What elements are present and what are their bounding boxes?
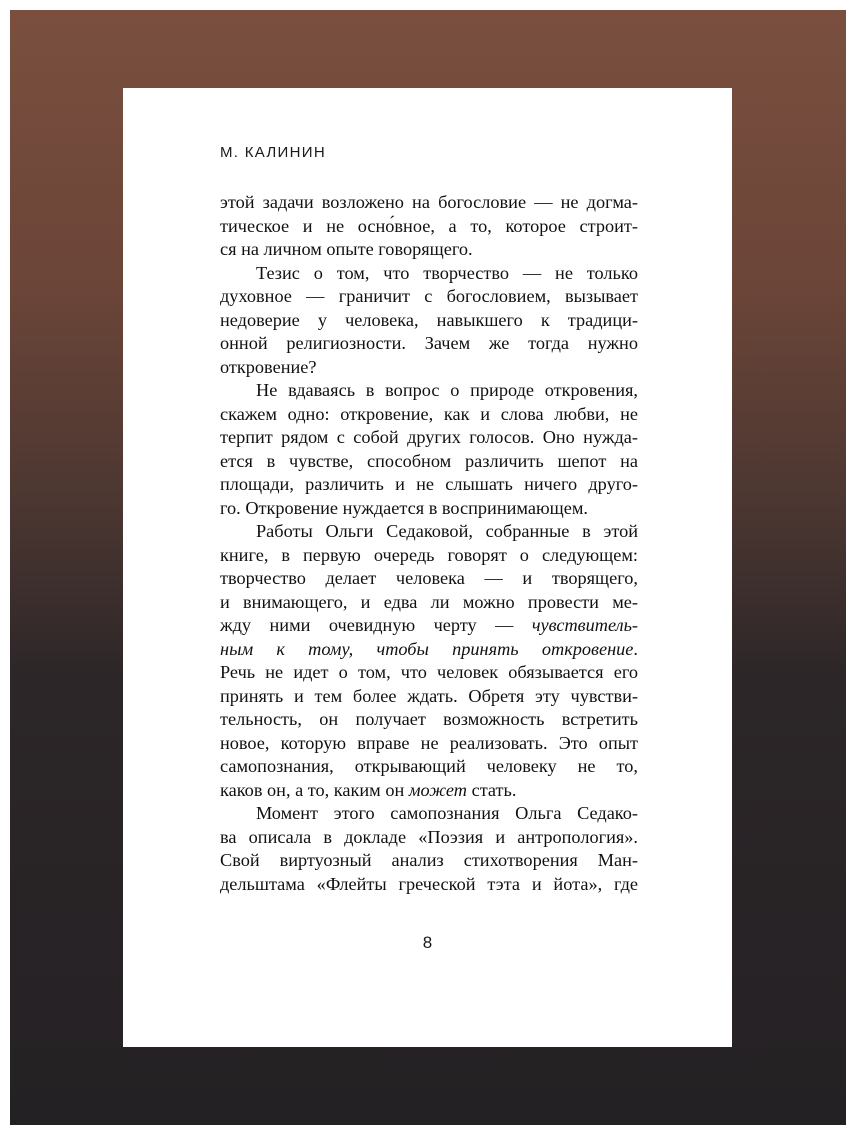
body-text bbox=[220, 191, 638, 896]
text-line: самопознания, открывающий человеку не то, bbox=[220, 756, 638, 776]
text-line: Свой виртуозный анализ стихотворения Ман- bbox=[220, 850, 638, 870]
text-line: Работы Ольги Седаковой, собранные в этой bbox=[256, 521, 638, 541]
running-head: М. КАЛИНИН bbox=[220, 144, 326, 161]
text-line: Речь не идет о том, что человек обязывается его bbox=[220, 662, 638, 682]
text-line: ется в чувстве, способном различить шепот на bbox=[220, 450, 638, 471]
text-line: откровение? bbox=[220, 356, 317, 377]
text-line: творчество делает человека — и творящего, bbox=[220, 568, 638, 588]
text-line: недоверие у человека, навыкшего к традици- bbox=[220, 309, 638, 330]
text-line: тическое и не осно́вное, а то, которое строит- bbox=[220, 215, 638, 236]
italic-run: ным к тому, чтобы принять откровение bbox=[220, 638, 634, 659]
text-line: терпит рядом с собой других голосов. Оно нужда- bbox=[220, 427, 638, 447]
text-line: Тезис о том, что творчество — не только bbox=[256, 262, 638, 283]
italic-run: чувствитель- bbox=[531, 615, 638, 635]
text-line: онной религиозности. Зачем же тогда нужно bbox=[220, 333, 638, 353]
italic-run: может bbox=[408, 779, 468, 800]
text-line: и внимающего, и едва ли можно провести ме- bbox=[220, 591, 638, 612]
page-number: 8 bbox=[422, 933, 433, 952]
text-line: новое, которую вправе не реализовать. Это опыт bbox=[220, 732, 638, 753]
text-line: скажем одно: откровение, как и слова любви, не bbox=[220, 403, 638, 424]
text-line: дельштама «Флейты греческой тэта и йота», где bbox=[220, 873, 638, 894]
text-line bbox=[220, 638, 638, 662]
text-line: духовное — граничит с богословием, вызывает bbox=[220, 286, 638, 306]
text-line bbox=[220, 614, 638, 638]
text-line: площади, различить и не слышать ничего друго- bbox=[220, 474, 638, 494]
text-run: . bbox=[633, 638, 638, 659]
text-run: стать. bbox=[467, 779, 517, 800]
text-run: каков он, а то, каким он bbox=[220, 779, 409, 800]
text-line bbox=[220, 779, 638, 803]
text-line: Не вдаваясь в вопрос о природе откровения, bbox=[256, 380, 638, 400]
text-line: го. Откровение нуждается в воспринимающем. bbox=[220, 497, 588, 518]
text-run: жду ними очевидную черту — bbox=[220, 615, 532, 635]
text-line: ся на личном опыте говорящего. bbox=[220, 239, 473, 259]
text-line: книге, в первую очередь говорят о следующем: bbox=[220, 544, 638, 565]
text-line: принять и тем более ждать. Обретя эту чувстви- bbox=[220, 685, 638, 706]
text-line: тельность, он получает возможность встретить bbox=[220, 709, 638, 729]
text-line: ва описала в докладе «Поэзия и антропология». bbox=[220, 826, 638, 847]
text-line: этой задачи возложено на богословие — не догма- bbox=[220, 192, 638, 212]
text-line: Момент этого самопознания Ольга Седако- bbox=[256, 803, 638, 823]
book-page bbox=[123, 88, 732, 1047]
